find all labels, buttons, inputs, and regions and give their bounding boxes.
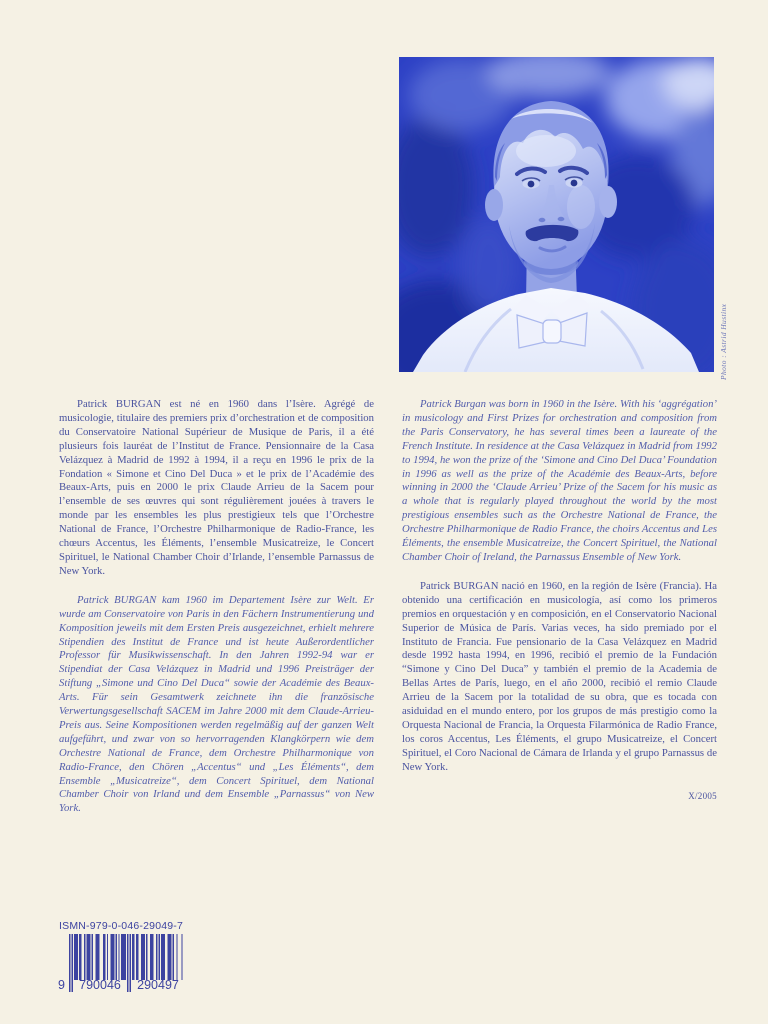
bio-paragraph-english: Patrick Burgan was born in 1960 in the Isère. With his ‘aggrégation’ in musicology and First Prizes for orchestration and composition from the Paris Conservatory, he has several times been a laureate of the French Institute. In residence at the Casa Velázquez in Madrid from 1992 to 1994, he won the prize of the ‘Simone and Cino Del Duca’ Foundation in 1996 as well as the prize of the Académie des Beaux-Arts, before winning in 2000 the ‘Claude Arrieu’ Prize of the Sacem for his music as a whole that is regularly played throughout the world by the most prestigious ensembles such as the Orchestre National de France, the Orchestre Philharmonique de Radio France, the choirs Accentus and Les Éléments, the ensemble Musicatreize, the Concert Spirituel, the National Chamber Choir of Ireland, the Parnassus Ensemble of New York. [402,398,717,563]
bio-column-right [402,398,717,803]
bio-paragraph-french: Patrick BURGAN est né en 1960 dans l’Isère. Agrégé de musicologie, titulaire des premiers prix d’orchestration et de composition du Conservatoire National Supérieur de Musique de Paris, il a été plusieurs fois lauréat de l’Institut de France. Pensionnaire de la Casa Velázquez à Madrid de 1992 à 1994, il a reçu en 1996 le prix de la Fondation « Simone et Cino Del Duca » et le prix de l’Académie des Beaux-Arts, puis en 2000 le prix Claude Arrieu de la Sacem pour l’ensemble de ses œuvres qui sont régulièrement jouées à travers le monde par les ensembles les plus prestigieux tels que l’Orchestre National de France, l’Orchestre Philharmonique de Radio-France, les chœurs Accentus, les Éléments, l’ensemble Musicatreize, le Concert Spirituel, le National Chamber Choir d’Irlande, l’ensemble Parnassus de New York. [59,398,374,577]
barcode-block [57,920,207,1006]
ean13-barcode [58,934,189,1006]
composer-photo [399,57,714,372]
bio-column-left [59,398,374,831]
bio-paragraph-spanish: Patrick BURGAN nació en 1960, en la región de Isère (Francia). Ha obtenido una certificación en musicología, así como los primeros premios en orquestación y en composición, en el Conservatorio Nacional Superior de Música de París. Varias veces, ha sido premiado por el Instituto de Francia. Fue pensionario de la Casa Velázquez en Madrid desde 1992 hasta 1994, en 1996, recibió el premio de la Fundación “Simone y Cino Del Duca” y también el premio de la Academia de Bellas Artes de París, luego, en el año 2000, recibió el remio Claude Arrieu de la Sacem por la totalidad de su obra, que es tocada con asiduidad en el mundo entero, por los grupos de más prestigio como la Orquesta Nacional de Francia, la Orquesta Filarmónica de Radio France, los coros Accentus, Les Éléments, el grupo Musicatreize, el Concert Spirituel, el Coro Nacional de Cámara de Irlanda y el grupo Parnassus de New York. [402,579,717,773]
composer-photo-art [399,57,714,372]
ismn-number: ISMN-979-0-046-29049-7 [59,920,184,932]
plate-number: X/2005 [688,790,717,801]
barcode-digits-group2: 290497 [137,978,179,992]
barcode-digits-group1: 790046 [79,978,121,992]
barcode-digit-lead: 9 [58,978,65,992]
bio-paragraph-german: Patrick BURGAN kam 1960 im Departement Isère zur Welt. Er wurde am Conservatoire von Paris in den Fächern Instrumentierung und Komposition jeweils mit dem Ersten Preis ausgezeichnet, erhielt mehrere Stipendien des Institut de France und ist heute Außerordentlicher Professor für Musikwissenschaft. In den Jahren 1992-94 war er Stipendiat der Casa Velázquez in Madrid und 1996 Preisträger der Stiftung „Simone und Cino Del Duca“ sowie der Académie des Beaux-Arts. Für sein Gesamtwerk zeichnete ihn die französische Verwertungsgesellschaft SACEM im Jahre 2000 mit dem Claude-Arrieu-Preis aus. Seine Kompositionen werden regelmäßig auf der ganzen Welt aufgeführt, und zwar von so hervorragenden Klangkörpern wie dem Orchestre National de France, dem Orchestre Philharmonique von Radio-France, den Chören „Accentus“ und „Les Éléments“, dem Ensemble „Musicatreize“, dem Concert Spirituel, dem National Chamber Choir von Irland und dem Ensemble „Parnassus“ von New York. [59,593,374,815]
photo-credit: Photo : Astrid Hustinx [719,303,728,380]
